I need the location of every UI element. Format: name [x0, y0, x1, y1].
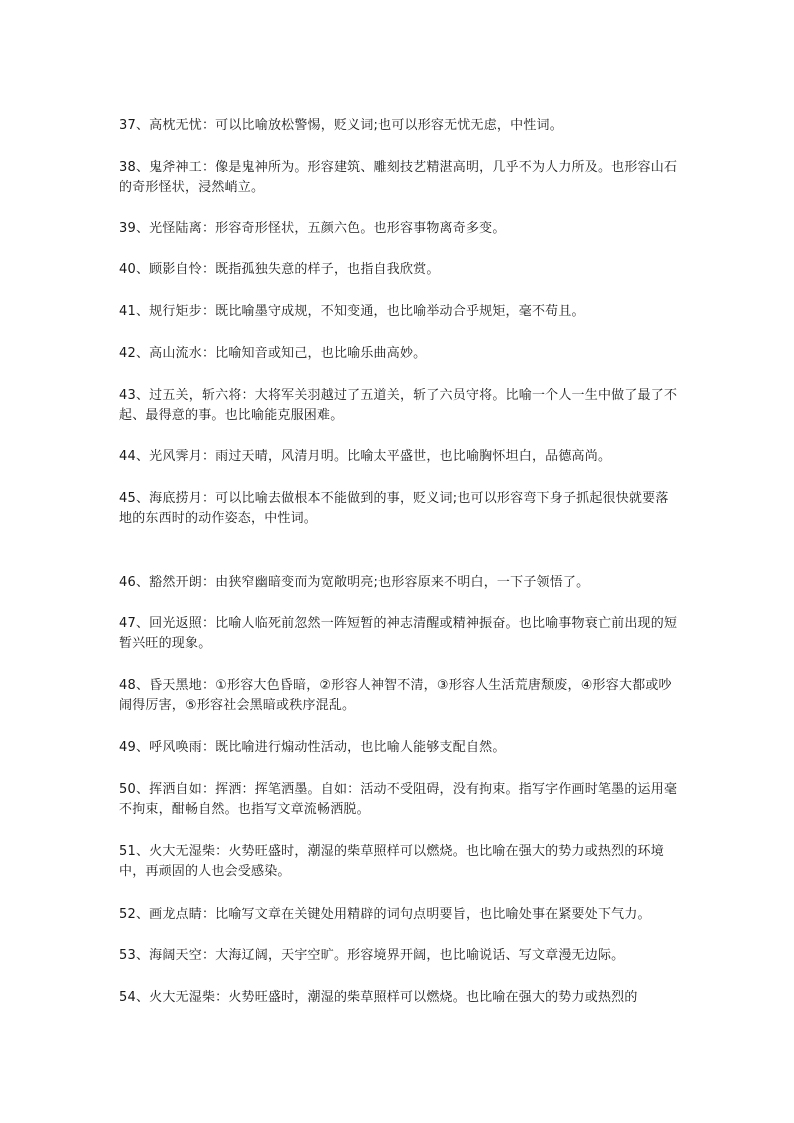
entry-50: 50、挥洒自如：挥洒：挥笔洒墨。自如：活动不受阻碍，没有拘束。指写字作画时笔墨的运用毫不拘束，酣畅自然。也指写文章流畅洒脱。 [119, 782, 678, 817]
entry-54: 54、火大无湿柴：火势旺盛时，潮湿的柴草照样可以燃烧。也比喻在强大的势力或热烈的 [119, 990, 638, 1005]
entry-43: 43、过五关，斩六将：大将军关羽越过了五道关，斩了六员守将。比喻一个人一生中做了最了不起、最得意的事。也比喻能克服困难。 [119, 388, 678, 423]
entry-42: 42、高山流水：比喻知音或知己，也比喻乐曲高妙。 [119, 346, 427, 361]
entry-51: 51、火大无湿柴：火势旺盛时，潮湿的柴草照样可以燃烧。也比喻在强大的势力或热烈的环境中，再顽固的人也会受感染。 [119, 844, 664, 879]
entry-39: 39、光怪陆离：形容奇形怪状，五颜六色。也形容事物离奇多变。 [119, 221, 506, 236]
entry-49: 49、呼风唤雨：既比喻进行煽动性活动，也比喻人能够支配自然。 [119, 740, 506, 755]
entry-38: 38、鬼斧神工：像是鬼神所为。形容建筑、雕刻技艺精湛高明，几乎不为人力所及。也形容山石的奇形怪状，浸然峭立。 [119, 160, 678, 195]
entry-52: 52、画龙点睛：比喻写文章在关键处用精辟的词句点明要旨，也比喻处事在紧要处下气力。 [119, 907, 651, 922]
entry-45: 45、海底捞月：可以比喻去做根本不能做到的事，贬义词;也可以形容弯下身子抓起很快就要落地的东西时的动作姿态，中性词。 [119, 491, 669, 526]
entry-41: 41、规行矩步：既比喻墨守成规，不知变通，也比喻举动合乎规矩，毫不苟且。 [119, 304, 585, 319]
entry-48: 48、昏天黑地：①形容大色昏暗，②形容人神智不清，③形容人生活荒唐颓废，④形容大都或吵闹得厉害，⑤形容社会黑暗或秩序混乱。 [119, 678, 672, 713]
entry-37: 37、高枕无忧：可以比喻放松警惕，贬义词;也可以形容无忧无虑，中性词。 [119, 118, 563, 133]
entry-44: 44、光风霁月：雨过天晴，风清月明。比喻太平盛世，也比喻胸怀坦白，品德高尚。 [119, 449, 612, 464]
entry-53: 53、海阔天空：大海辽阔，天宇空旷。形容境界开阔，也比喻说话、写文章漫无边际。 [119, 948, 625, 963]
entry-46: 46、豁然开朗：由狭窄幽暗变而为宽敞明亮;也形容原来不明白，一下子领悟了。 [119, 575, 590, 590]
entry-47: 47、回光返照：比喻人临死前忽然一阵短暂的神志清醒或精神振奋。也比喻事物衰亡前出现的短暂兴旺的现象。 [119, 616, 678, 651]
entry-40: 40、顾影自怜：既指孤独失意的样子，也指自我欣赏。 [119, 262, 440, 277]
